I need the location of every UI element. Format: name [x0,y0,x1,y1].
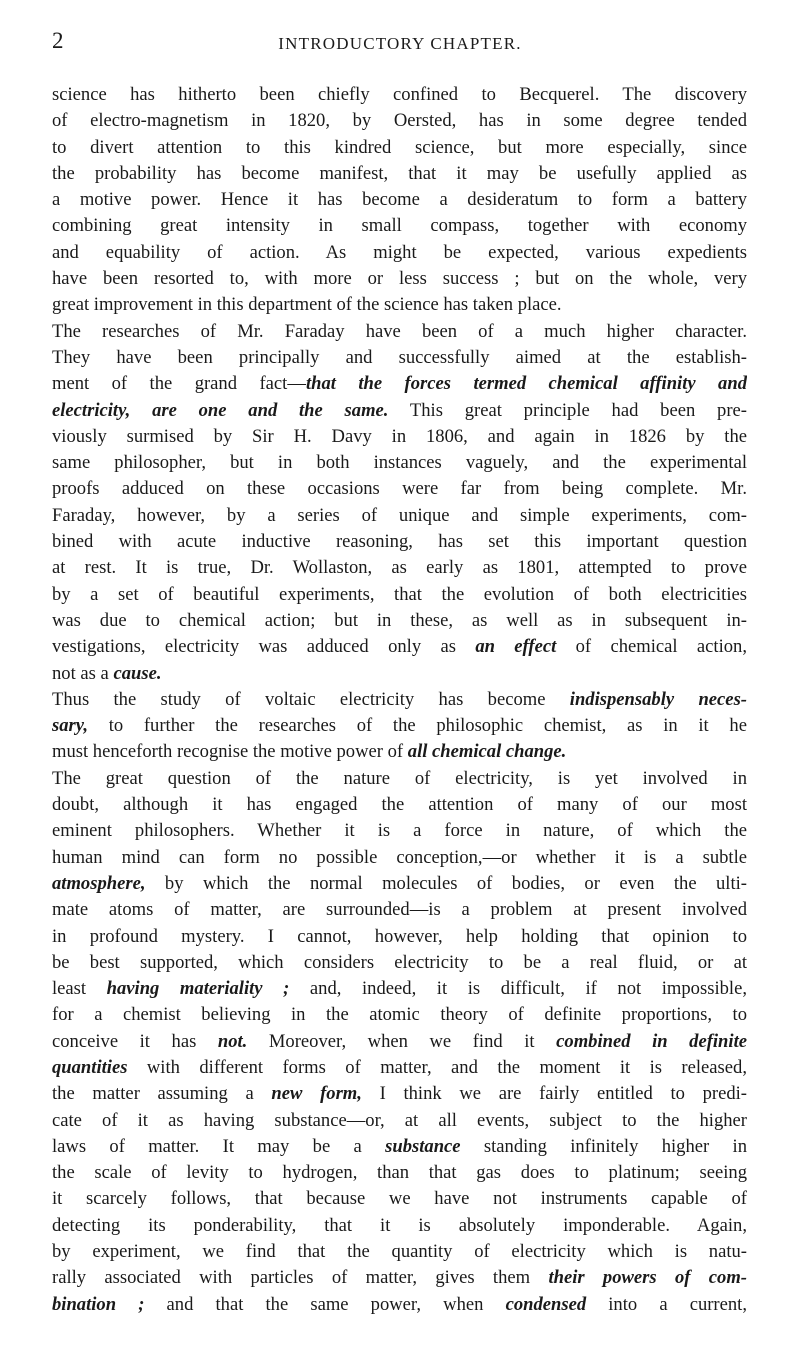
text-line [52,739,747,765]
text-line [52,371,747,397]
running-head [52,26,748,56]
text-run: proofs adduced on these occasions were far from being complete. Mr. [52,478,747,500]
text-run: viously surmised by Sir H. Davy in 1806, and again in 1826 by the [52,425,747,447]
text-run: The great question of the nature of electricity, is yet involved in [52,767,747,789]
italic-emphasis: their powers of com- [548,1267,747,1289]
page-number: 2 [52,28,64,53]
text-run: vestigations, electricity was adduced only as [52,636,476,658]
text-line [52,950,747,976]
text-run: be best supported, which considers electricity to be a real fluid, or at [52,951,747,973]
italic-emphasis: indispensably neces- [569,688,747,710]
italic-emphasis: quantities [52,1056,128,1078]
text-run: doubt, although it has engaged the attention of many of our most [52,794,747,816]
text-line [52,503,747,529]
text-run: with different forms of matter, and the moment it is released, [127,1056,747,1078]
italic-emphasis: atmosphere, [52,872,146,894]
text-run: by experiment, we find that the quantity of electricity which is natu- [52,1241,747,1263]
text-line [52,476,747,502]
italic-emphasis: cause. [113,662,162,684]
text-run: detecting its ponderability, that it is absolutely imponderable. Again, [52,1214,747,1236]
text-run: Thus the study of voltaic electricity has become [52,688,570,710]
text-run: science has hitherto been chiefly confined to Becquerel. The discovery [52,84,747,105]
text-run: a motive power. Hence it has become a desideratum to form a battery [52,189,747,211]
text-line [52,108,747,134]
text-run: combining great intensity in small compass, together with economy [52,215,747,237]
text-line [52,292,747,318]
text-line [52,1239,747,1265]
text-run: laws of matter. It may be a [52,1135,386,1157]
text-line [52,1029,747,1055]
text-line [52,818,747,844]
text-run: of electro-magnetism in 1820, by Oersted, has in some degree tended [52,110,747,132]
text-line [52,187,747,213]
text-run: least [52,978,107,1000]
text-run: bined with acute inductive reasoning, has set this important question [52,531,747,553]
text-run: at rest. It is true, Dr. Wollaston, as early as 1801, attempted to prove [52,557,747,579]
text-line [52,634,747,660]
text-line [52,713,747,739]
italic-emphasis: all chemical change. [407,741,567,763]
italic-emphasis: electricity, are one and the same. [52,399,389,421]
text-line [52,1292,747,1318]
text-line [52,161,747,187]
text-run: The researches of Mr. Faraday have been of a much higher character. [52,320,747,342]
text-line [52,766,747,792]
text-run: rally associated with particles of matter, gives them [52,1267,549,1289]
italic-emphasis: combined in definite [556,1030,747,1052]
text-line [52,924,747,950]
text-run: mate atoms of matter, are surrounded—is a problem at present involved [52,899,747,921]
text-run: must henceforth recognise the motive power of [52,741,408,763]
running-head-title: INTRODUCTORY CHAPTER. [278,34,522,53]
text-run: the probability has become manifest, that it may be usefully applied as [52,162,747,184]
text-line [52,135,747,161]
text-line [52,82,747,108]
text-line [52,687,747,713]
text-line [52,976,747,1002]
italic-emphasis: having materiality ; [106,978,290,1000]
text-run: ment of the grand fact— [52,373,306,395]
text-run: into a current, [586,1293,747,1315]
text-line [52,1134,747,1160]
text-line [52,424,747,450]
text-line [52,529,747,555]
text-line [52,555,747,581]
text-run: same philosopher, but in both instances vaguely, and the experimental [52,452,747,474]
italic-emphasis: sary, [52,715,88,737]
text-run: I think we are fairly entitled to predi- [361,1083,747,1105]
text-line [52,1055,747,1081]
text-line [52,240,747,266]
text-line [52,897,747,923]
text-run: by which the normal molecules of bodies, or even the ulti- [145,872,747,894]
text-run: standing infinitely higher in [460,1135,747,1157]
text-line [52,450,747,476]
italic-emphasis: an effect [475,636,557,658]
text-line [52,1081,747,1107]
text-run: and, indeed, it is difficult, if not impossible, [289,978,747,1000]
text-line [52,319,747,345]
text-line [52,608,747,634]
text-run: of chemical action, [556,636,747,658]
italic-emphasis: new form, [271,1083,362,1105]
text-line [52,845,747,871]
text-line [52,213,747,239]
text-run: the scale of levity to hydrogen, than that gas does to platinum; seeing [52,1162,747,1184]
text-run: Faraday, however, by a series of unique and simple experiments, com- [52,504,747,526]
text-run: cate of it as having substance—or, at all events, subject to the higher [52,1109,747,1131]
text-run: the matter assuming a [52,1083,272,1105]
italic-emphasis: that the forces termed chemical affinity and [305,373,747,395]
italic-emphasis: condensed [505,1293,587,1315]
text-run: in profound mystery. I cannot, however, help holding that opinion to [52,925,747,947]
text-line [52,1265,747,1291]
text-run: not as a [52,662,114,684]
body-text [52,82,747,1318]
text-run: and that the same power, when [144,1293,506,1315]
text-line [52,266,747,292]
text-run: conceive it has [52,1030,218,1052]
text-line [52,661,747,687]
text-run: They have been principally and successfully aimed at the establish- [52,346,747,368]
text-line [52,1186,747,1212]
text-run: have been resorted to, with more or less success ; but on the whole, very [52,268,747,290]
text-run: Moreover, when we find it [247,1030,557,1052]
italic-emphasis: substance [385,1135,461,1157]
italic-emphasis: not. [217,1030,248,1052]
text-run: human mind can form no possible conception,—or whether it is a subtle [52,846,747,868]
text-run: great improvement in this department of the science has taken place. [52,294,562,316]
text-line [52,792,747,818]
text-run: to divert attention to this kindred science, but more especially, since [52,136,747,158]
text-line [52,1160,747,1186]
text-run: eminent philosophers. Whether it is a force in nature, of which the [52,820,747,842]
text-line [52,1002,747,1028]
text-line [52,1213,747,1239]
text-run: for a chemist believing in the atomic theory of definite proportions, to [52,1004,747,1026]
text-run: and equability of action. As might be expected, various expedients [52,241,747,263]
text-line [52,398,747,424]
text-run: was due to chemical action; but in these, as well as in subsequent in- [52,609,747,631]
text-run: by a set of beautiful experiments, that the evolution of both electricities [52,583,747,605]
text-line [52,345,747,371]
text-line [52,871,747,897]
text-line [52,1108,747,1134]
text-run: to further the researches of the philosophic chemist, as in it he [87,715,747,737]
text-run: This great principle had been pre- [388,399,747,421]
text-run: it scarcely follows, that because we have not instruments capable of [52,1188,747,1210]
italic-emphasis: bination ; [52,1293,145,1315]
text-line [52,582,747,608]
